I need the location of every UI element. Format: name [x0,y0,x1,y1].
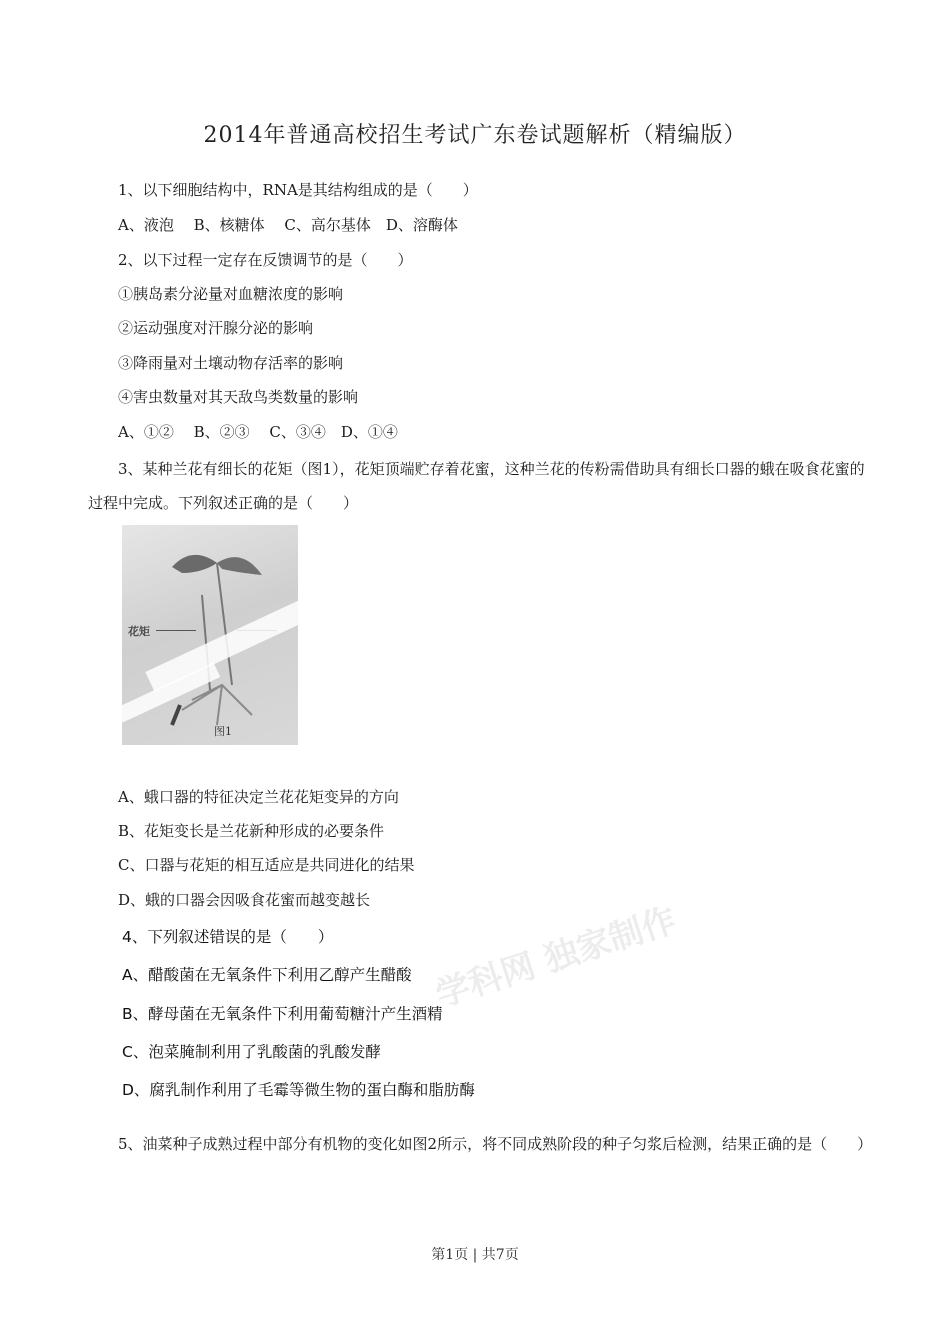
question-3-option-a: A、蛾口器的特征决定兰花花矩变异的方向 [118,788,399,806]
question-3-option-d: D、蛾的口器会因吸食花蜜而越变越长 [118,891,371,909]
figure-1-orchid-image [122,525,298,745]
question-2-options: A、①② B、②③ C、③④ D、①④ [118,423,398,441]
question-4-stem: 4、下列叙述错误的是（ ） [122,928,334,946]
question-4-option-d: D、腐乳制作利用了毛霉等微生物的蛋白酶和脂肪酶 [122,1081,475,1099]
question-2-item-4: ④害虫数量对其天敌鸟类数量的影响 [118,388,359,406]
watermark-text: 学科网 独家制作 [431,900,681,1016]
document-title: 2014年普通高校招生考试广东卷试题解析（精编版） [203,123,747,148]
question-1-options: A、液泡 B、核糖体 C、高尔基体 D、溶酶体 [118,216,458,234]
question-4-option-c: C、泡菜腌制利用了乳酸菌的乳酸发酵 [122,1043,381,1061]
question-4-option-b: B、酵母菌在无氧条件下利用葡萄糖汁产生酒精 [122,1005,443,1023]
question-1-stem: 1、以下细胞结构中，RNA是其结构组成的是（ ） [118,181,478,199]
question-2-stem: 2、以下过程一定存在反馈调节的是（ ） [118,251,413,269]
page-footer: 第1页 | 共7页 [431,1247,519,1263]
figure-label: 花矩 [128,625,150,638]
question-2-item-1: ①胰岛素分泌量对血糖浓度的影响 [118,285,344,303]
question-3-option-b: B、花矩变长是兰花新种形成的必要条件 [118,822,385,840]
label-pointer-line [156,630,196,631]
figure-caption: 图1 [214,725,232,738]
question-2-item-3: ③降雨量对土壤动物存活率的影响 [118,354,344,372]
question-3-option-c: C、口器与花矩的相互适应是共同进化的结果 [118,856,415,874]
question-4-option-a: A、醋酸菌在无氧条件下利用乙醇产生醋酸 [122,966,412,984]
question-3-stem: 3、某种兰花有细长的花矩（图1），花矩顶端贮存着花蜜，这种兰花的传粉需借助具有细长口器的蛾在吸食花蜜的过程中完成。下列叙述正确的是（ ） [88,460,865,512]
question-5-stem: 5、油菜种子成熟过程中部分有机物的变化如图2所示，将不同成熟阶段的种子匀浆后检测，结果正确的是（ ） [118,1135,873,1153]
question-2-item-2: ②运动强度对汗腺分泌的影响 [118,319,314,337]
